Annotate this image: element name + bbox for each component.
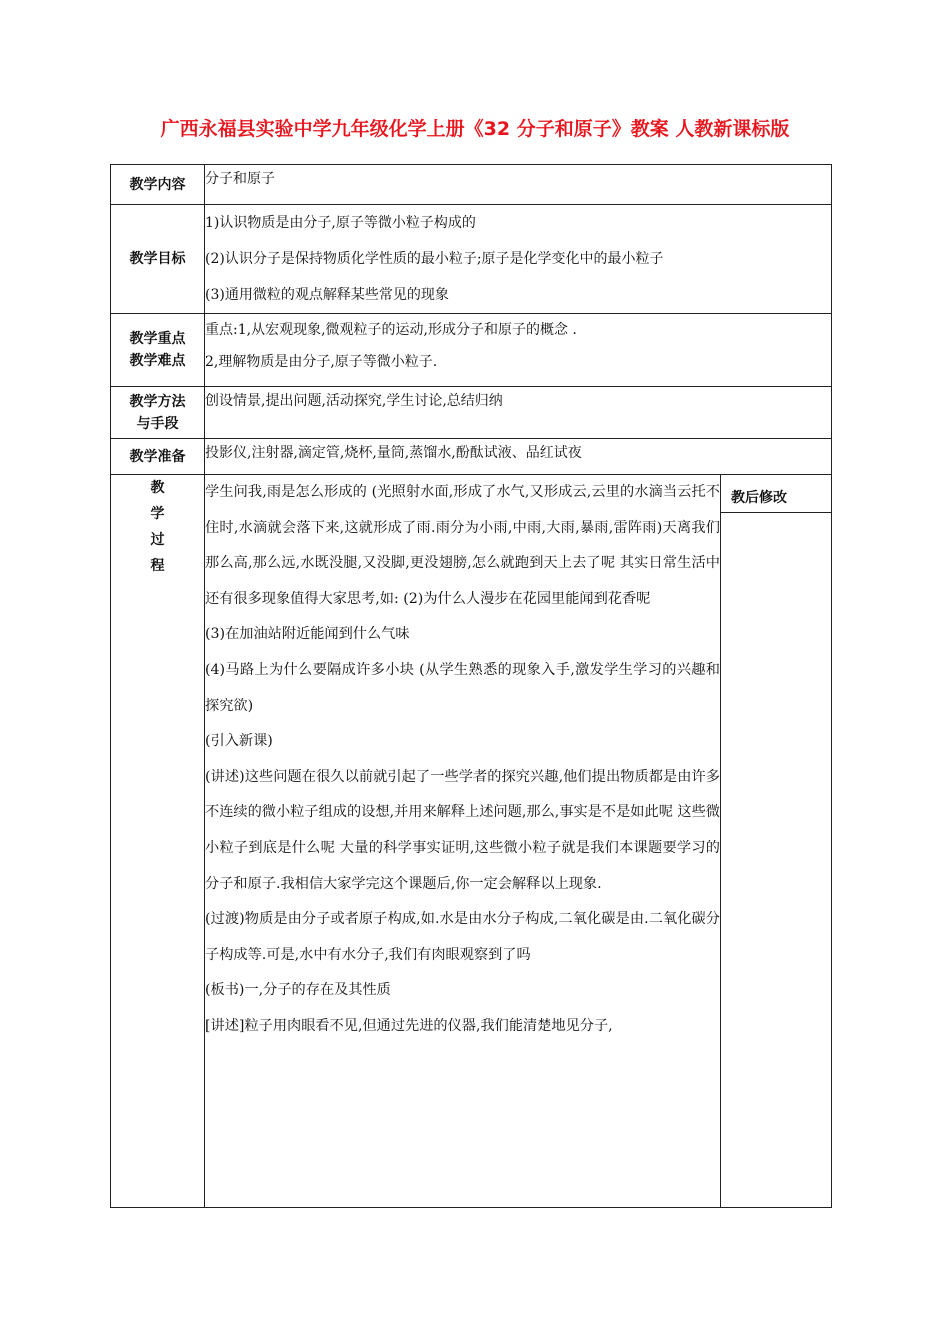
process-content xyxy=(205,475,721,1208)
process-paragraph: (引入新课) xyxy=(205,733,273,750)
goal-item: (2)认识分子是保持物质化学性质的最小粒子;原子是化学变化中的最小粒子 xyxy=(205,251,664,267)
document-title: 广西永福县实验中学九年级化学上册《32 分子和原子》教案 人教新课标版 xyxy=(160,118,790,140)
key-points-label: 教学重点 教学难点 xyxy=(111,314,205,387)
goal-item: (3)通用微粒的观点解释某些常见的现象 xyxy=(205,287,449,303)
process-paragraph: (讲述)这些问题在很久以前就引起了一些学者的探究兴趣,他们提出物质都是由许多不连续的微小粒子组成的设想,并用来解释上述问题,那么,事实是不是如此呢 这些微小粒子到底是什么呢 大量的科学事实证明,这些微小粒子就是我们本课题要学习的分子和原子.我相信大家学完这个课题后,你一定会解释以上现象. xyxy=(205,768,720,892)
process-paragraph: 学生问我,雨是怎么形成的 (光照射水面,形成了水气,又形成云,云里的水滴当云托不住时,水滴就会落下来,这就形成了雨.雨分为小雨,中雨,大雨,暴雨,雷阵雨)天离我们那么高,那么远,水既没腿,又没脚,更没翅膀,怎么就跑到天上去了呢 其实日常生活中还有很多现象值得大家思考,如: (2)为什么人漫步在花园里能闻到花香呢 xyxy=(205,484,720,607)
method-label: 教学方法 与手段 xyxy=(111,387,205,439)
process-label: 教 学 过 程 xyxy=(111,475,205,1208)
goal-label: 教学目标 xyxy=(111,205,205,314)
key-point-item: 2,理解物质是由分子,原子等微小粒子. xyxy=(205,354,438,370)
process-paragraph: (板书)一,分子的存在及其性质 xyxy=(205,982,391,999)
revise-column xyxy=(721,475,832,1208)
revise-label: 教后修改 xyxy=(721,475,831,513)
goal-item: 1)认识物质是由分子,原子等微小粒子构成的 xyxy=(205,215,476,231)
process-paragraph: [讲述]粒子用肉眼看不见,但通过先进的仪器,我们能清楚地见分子, xyxy=(205,1017,613,1034)
prep-value: 投影仪,注射器,滴定管,烧杯,量筒,蒸馏水,酚酞试液、品红试夜 xyxy=(205,439,832,475)
prep-label: 教学准备 xyxy=(111,439,205,475)
content-value: 分子和原子 xyxy=(205,165,832,205)
lesson-plan-table xyxy=(110,164,832,1208)
goal-list xyxy=(205,205,832,314)
process-paragraph: (过渡)物质是由分子或者原子构成,如.水是由水分子构成,二氧化碳是由.二氧化碳分子构成等.可是,水中有水分子,我们有肉眼观察到了吗 xyxy=(205,911,720,963)
content-label: 教学内容 xyxy=(111,165,205,205)
method-value: 创设情景,提出问题,活动探究,学生讨论,总结归纳 xyxy=(205,387,832,439)
process-paragraph: (3)在加油站附近能闻到什么气味 xyxy=(205,626,410,643)
key-point-item: 重点:1,从宏观现象,微观粒子的运动,形成分子和原子的概念 . xyxy=(205,322,577,338)
process-paragraph: (4)马路上为什么要隔成许多小块 (从学生熟悉的现象入手,激发学生学习的兴趣和探究欲) xyxy=(205,661,720,714)
key-points xyxy=(205,314,832,387)
